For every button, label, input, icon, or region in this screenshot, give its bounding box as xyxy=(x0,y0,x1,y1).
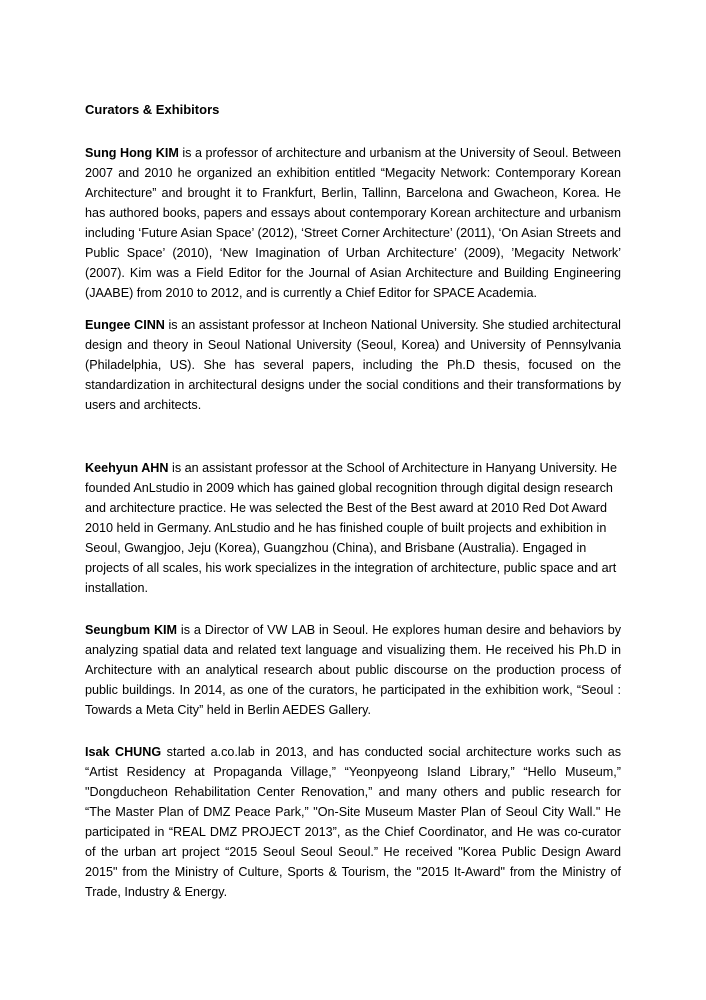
section-heading: Curators & Exhibitors xyxy=(85,102,220,117)
bio-text: is a Director of VW LAB in Seoul. He explores human desire and behaviors by analyzing spatial data and related text language and visualizing them. He received his Ph.D in Architecture with an analytical research about public discourse on the production process of public buildings. In 2014, as one of the curators, he participated in the exhibition work, “Seoul : Towards a Meta City” held in Berlin AEDES Gallery. xyxy=(85,623,622,717)
bio-paragraph-isak-chung xyxy=(85,742,621,902)
bio-name: Isak CHUNG xyxy=(85,745,162,759)
bio-text: is an assistant professor at the School of Architecture in Hanyang University. He founded AnLstudio in 2009 which has gained global recognition through digital design research and architecture practice. He was selected the Best of the Best award at 2010 Red Dot Award 2010 held in Germany. AnLstudio and he has finished couple of built projects and exhibition in Seoul, Gwangjoo, Jeju (Korea), Guangzhou (China), and Brisbane (Australia). Engaged in projects of all scales, his work specializes in the integration of architecture, public space and art installation. xyxy=(85,461,617,595)
bio-paragraph-eungee-cinn xyxy=(85,315,621,415)
bio-paragraph-sung-hong-kim xyxy=(85,143,621,303)
bio-name: Keehyun AHN xyxy=(85,461,169,475)
bio-name: Sung Hong KIM xyxy=(85,146,179,160)
bio-text: started a.co.lab in 2013, and has conducted social architecture works such as “Artist Residency at Propaganda Village,” “Yeonpyeong Island Library,” “Hello Museum,” "Dongducheon Rehabilitation Center Renovation,” and many others and public research for “The Master Plan of DMZ Peace Park,” "On-Site Museum Master Plan of Seoul City Wall." He participated in “REAL DMZ PROJECT 2013”, as the Chief Coordinator, and He was co-curator of the urban art project “2015 Seoul Seoul Seoul.” He received "Korea Public Design Award 2015" from the Ministry of Culture, Sports & Tourism, the "2015 It-Award" from the Ministry of Trade, Industry & Energy. xyxy=(85,745,622,899)
bio-name: Seungbum KIM xyxy=(85,623,178,637)
bio-paragraph-seungbum-kim xyxy=(85,620,621,720)
bio-text: is a professor of architecture and urbanism at the University of Seoul. Between 2007 and 2010 he organized an exhibition entitled “Megacity Network: Contemporary Korean Architecture” and brought it to Frankfurt, Berlin, Tallinn, Barcelona and Gwacheon, Korea. He has authored books, papers and essays about contemporary Korean architecture and urbanism including ‘Future Asian Space’ (2012), ‘Street Corner Architecture’ (2011), ‘On Asian Streets and Public Space’ (2010), ‘New Imagination of Urban Architecture’ (2009), ’Megacity Network’ (2007). Kim was a Field Editor for the Journal of Asian Architecture and Building Engineering (JAABE) from 2010 to 2012, and is currently a Chief Editor for SPACE Academia. xyxy=(85,146,621,300)
bio-name: Eungee CINN xyxy=(85,318,165,332)
bio-paragraph-keehyun-ahn xyxy=(85,458,621,598)
document-page xyxy=(85,100,621,902)
bio-text: is an assistant professor at Incheon National University. She studied architectural design and theory in Seoul National University (Seoul, Korea) and University of Pennsylvania (Philadelphia, US). She has several papers, including the Ph.D thesis, focused on the standardization in architectural designs under the social conditions and their transformations by users and architects. xyxy=(85,318,621,412)
